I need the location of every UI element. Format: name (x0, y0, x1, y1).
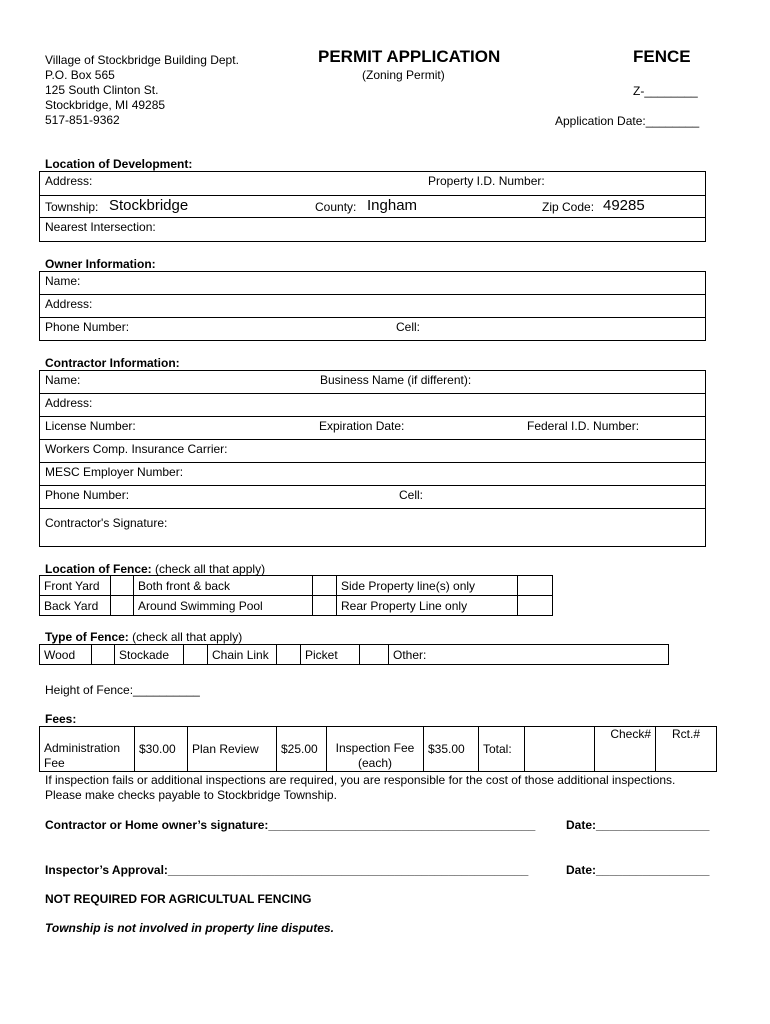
height-field[interactable]: Height of Fence:__________ (45, 683, 200, 697)
street-address: 125 South Clinton St. (45, 83, 159, 97)
owner-signature-date[interactable]: Date:_________________ (566, 818, 710, 832)
dept-name: Village of Stockbridge Building Dept. (45, 53, 239, 67)
application-date-field[interactable]: Application Date:________ (555, 114, 700, 128)
contractor-signature-label[interactable]: Contractor's Signature: (45, 516, 168, 530)
fence-location-header (45, 562, 265, 576)
zip-label: Zip Code: (542, 200, 595, 214)
admin-fee-line1: Administration (44, 741, 121, 755)
owner-address-label[interactable]: Address: (45, 297, 93, 311)
plan-review-amount: $25.00 (277, 727, 327, 772)
fees-note-2: Please make checks payable to Stockbridge Township. (45, 788, 337, 802)
location-section-title: Location of Development: (45, 157, 193, 171)
fees-title: Fees: (45, 712, 77, 726)
fence-location-title: Location of Fence: (45, 562, 152, 576)
page-title: PERMIT APPLICATION (318, 47, 501, 66)
county-value[interactable]: Ingham (367, 197, 418, 214)
contractor-row-address (40, 394, 705, 417)
both-checkbox[interactable] (313, 576, 337, 596)
owner-section-title: Owner Information: (45, 257, 156, 271)
city-state-zip: Stockbridge, MI 49285 (45, 98, 166, 112)
back-yard-label: Back Yard (40, 596, 111, 616)
stockade-label: Stockade (115, 645, 184, 665)
table-row (40, 576, 553, 596)
property-id-label[interactable]: Property I.D. Number: (428, 174, 545, 188)
contractor-row-phone (40, 486, 705, 509)
side-label: Side Property line(s) only (337, 576, 518, 596)
mesc-label[interactable]: MESC Employer Number: (45, 465, 184, 479)
fence-type-table (39, 644, 669, 665)
fence-type-note: (check all that apply) (132, 630, 243, 644)
township-value[interactable]: Stockbridge (109, 197, 189, 214)
dept-phone: 517-851-9362 (45, 113, 120, 127)
picket-label: Picket (301, 645, 360, 665)
business-name-label[interactable]: Business Name (if different): (320, 373, 472, 387)
total-value-cell[interactable] (525, 727, 595, 772)
both-label: Both front & back (134, 576, 313, 596)
address-label[interactable]: Address: (45, 174, 93, 188)
owner-row-address (40, 295, 705, 318)
location-box (39, 171, 706, 242)
contractor-name-label[interactable]: Name: (45, 373, 81, 387)
stockade-checkbox[interactable] (184, 645, 208, 665)
front-yard-checkbox[interactable] (111, 576, 134, 596)
admin-fee-line2: Fee (44, 756, 65, 770)
inspector-approval-date[interactable]: Date:_________________ (566, 863, 710, 877)
back-yard-checkbox[interactable] (111, 596, 134, 616)
federal-id-label[interactable]: Federal I.D. Number: (527, 419, 640, 433)
other-field[interactable]: Other: (389, 645, 669, 665)
table-row (40, 645, 669, 665)
owner-row-phone (40, 318, 705, 340)
front-yard-label: Front Yard (40, 576, 111, 596)
permit-type: FENCE (633, 47, 691, 66)
owner-signature-line[interactable]: Contractor or Home owner’s signature:________________________________________ (45, 818, 536, 832)
chain-link-label: Chain Link (208, 645, 277, 665)
receipt-number-cell[interactable]: Rct.# (656, 727, 717, 772)
fence-type-header (45, 630, 242, 644)
pool-label: Around Swimming Pool (134, 596, 313, 616)
wood-checkbox[interactable] (92, 645, 115, 665)
owner-phone-label[interactable]: Phone Number: (45, 320, 130, 334)
inspector-approval-line[interactable]: Inspector’s Approval:______________________________________________________ (45, 863, 529, 877)
intersection-label[interactable]: Nearest Intersection: (45, 220, 156, 234)
page-subtitle: (Zoning Permit) (362, 68, 445, 82)
workers-comp-label[interactable]: Workers Comp. Insurance Carrier: (45, 442, 228, 456)
county-label: County: (315, 200, 357, 214)
owner-name-label[interactable]: Name: (45, 274, 81, 288)
inspection-fee-amount: $35.00 (424, 727, 479, 772)
z-number-field[interactable]: Z-________ (633, 84, 698, 98)
contractor-box (39, 370, 706, 547)
table-row (40, 596, 553, 616)
contractor-row-name (40, 371, 705, 394)
inspection-fee-label (327, 727, 424, 772)
contractor-row-mesc (40, 463, 705, 486)
license-label[interactable]: License Number: (45, 419, 136, 433)
agricultural-notice: NOT REQUIRED FOR AGRICULTUAL FENCING (45, 892, 312, 906)
property-dispute-notice: Township is not involved in property line disputes. (45, 921, 334, 935)
chain-link-checkbox[interactable] (277, 645, 301, 665)
contractor-row-license (40, 417, 705, 440)
fees-table (39, 726, 717, 772)
fence-type-title: Type of Fence: (45, 630, 129, 644)
fence-location-note: (check all that apply) (155, 562, 266, 576)
owner-row-name (40, 272, 705, 295)
location-row-address (40, 172, 705, 196)
owner-cell-label[interactable]: Cell: (396, 320, 421, 334)
rear-checkbox[interactable] (518, 596, 553, 616)
admin-fee-amount: $30.00 (135, 727, 188, 772)
picket-checkbox[interactable] (360, 645, 389, 665)
township-label: Township: (45, 200, 99, 214)
zip-value[interactable]: 49285 (603, 197, 645, 214)
location-row-township (40, 196, 705, 218)
pool-checkbox[interactable] (313, 596, 337, 616)
check-number-cell[interactable]: Check# (595, 727, 656, 772)
contractor-row-signature (40, 509, 705, 546)
contractor-row-workers (40, 440, 705, 463)
inspection-fee-line1: Inspection Fee (335, 741, 415, 755)
side-checkbox[interactable] (518, 576, 553, 596)
expiration-label[interactable]: Expiration Date: (319, 419, 405, 433)
fence-location-table (39, 575, 553, 616)
location-row-intersection (40, 218, 705, 241)
contractor-phone-label[interactable]: Phone Number: (45, 488, 130, 502)
table-row (40, 727, 717, 772)
inspection-fee-line2: (each) (357, 756, 392, 770)
contractor-cell-label[interactable]: Cell: (399, 488, 424, 502)
contractor-address-label[interactable]: Address: (45, 396, 93, 410)
contractor-section-title: Contractor Information: (45, 356, 180, 370)
admin-fee-label (40, 727, 135, 772)
po-box: P.O. Box 565 (45, 68, 115, 82)
owner-box (39, 271, 706, 341)
wood-label: Wood (40, 645, 92, 665)
fees-note-1: If inspection fails or additional inspections are required, you are responsible for the cost of those additional inspections. (45, 773, 676, 787)
plan-review-label: Plan Review (188, 727, 277, 772)
total-label[interactable]: Total: (479, 727, 525, 772)
rear-label: Rear Property Line only (337, 596, 518, 616)
